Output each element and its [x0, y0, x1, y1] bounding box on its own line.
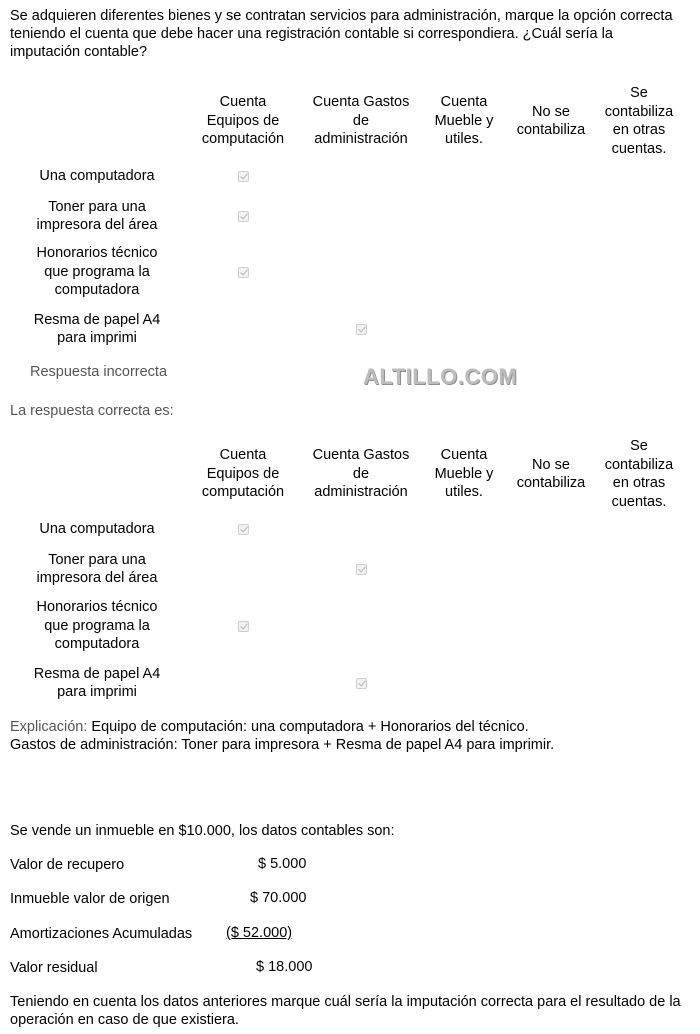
- column-header: Mueble y: [434, 465, 494, 482]
- question-1-text: Se adquieren diferentes bienes y se contratan servicios para administración, marque la opción correcta teniendo el cuenta que debe hacer una registración contable si correspondiera. ¿Cuál sería la imputación contable?: [10, 8, 673, 60]
- row-label: impresora del área: [36, 570, 158, 586]
- column-header: No se: [532, 456, 570, 473]
- column-header: Cuenta: [440, 447, 488, 464]
- column-header: cuentas.: [611, 140, 667, 157]
- column-header: de: [352, 112, 370, 129]
- question-2-closing: Teniendo en cuenta los datos anteriores marque cuál sería la imputación correcta para el resultado de la operación en caso de que existiera.: [10, 994, 681, 1028]
- watermark: ALTILLO.COM: [363, 364, 518, 389]
- row-label: Una computadora: [39, 520, 155, 537]
- item-value: $ 18.000: [256, 959, 313, 975]
- column-header: contabiliza: [604, 103, 674, 120]
- column-header: de: [352, 465, 370, 482]
- item-value-text: ($ 52.000): [226, 925, 293, 941]
- column-header: utiles.: [445, 484, 483, 501]
- column-header: contabiliza: [604, 456, 674, 473]
- question-2-intro: Se vende un inmueble en $10.000, los datos contables son:: [10, 823, 395, 839]
- column-header: contabiliza: [516, 122, 586, 138]
- row-label: para imprimi: [57, 330, 137, 346]
- checkbox-icon: [238, 267, 249, 278]
- column-header: Cuenta: [440, 94, 488, 111]
- column-header: Se: [630, 438, 648, 454]
- row-label: computadora: [54, 282, 140, 299]
- row-label: impresora del área: [36, 217, 158, 233]
- row-label: que programa la: [44, 617, 150, 634]
- item-label: Inmueble valor de origen: [10, 891, 170, 907]
- column-header: Equipos de: [206, 465, 280, 482]
- column-header: Cuenta: [219, 447, 267, 464]
- row-label: Toner para una: [48, 551, 146, 568]
- checkbox-icon: [356, 324, 367, 335]
- checkbox-icon: [356, 678, 367, 689]
- row-label: que programa la: [44, 263, 150, 280]
- correct-answer-intro: La respuesta correcta es:: [10, 403, 174, 419]
- explanation-line-1: Equipo de computación: una computadora + Honorarios del técnico.: [87, 719, 529, 735]
- column-header: computación: [201, 484, 285, 501]
- item-value: $ 70.000: [250, 890, 307, 906]
- column-header: Equipos de: [206, 112, 280, 129]
- item-label: Amortizaciones Acumuladas: [10, 926, 193, 942]
- row-label: Honorarios técnico: [36, 599, 158, 616]
- item-label: Valor de recupero: [10, 857, 125, 873]
- row-label: computadora: [54, 636, 140, 653]
- column-header: administración: [314, 484, 408, 501]
- item-label: Valor residual: [10, 960, 98, 976]
- column-header: Cuenta Gastos: [312, 447, 410, 464]
- explanation-label: Explicación:: [10, 719, 88, 735]
- column-header: cuentas.: [611, 493, 667, 510]
- column-header: Se: [630, 85, 648, 101]
- checkbox-icon: [238, 524, 249, 535]
- row-label: Resma de papel A4: [33, 665, 161, 682]
- column-header: computación: [201, 131, 285, 148]
- column-header: contabiliza: [516, 475, 586, 491]
- explanation-line-2: Gastos de administración: Toner para impresora + Resma de papel A4 para imprimir.: [10, 737, 555, 753]
- row-label: Toner para una: [48, 198, 146, 215]
- column-header: utiles.: [445, 131, 483, 148]
- column-header: administración: [314, 131, 408, 148]
- column-header: Mueble y: [434, 112, 494, 129]
- item-value: [226, 925, 292, 941]
- item-value: $ 5.000: [258, 856, 307, 872]
- checkbox-icon: [238, 211, 249, 222]
- column-header: en otras: [612, 475, 666, 491]
- column-header: en otras: [612, 122, 666, 138]
- row-label: Una computadora: [39, 167, 155, 184]
- explanation: [10, 718, 529, 736]
- row-label: Resma de papel A4: [33, 311, 161, 328]
- column-header: Cuenta Gastos: [312, 94, 410, 111]
- row-label: para imprimi: [57, 684, 137, 700]
- row-label: Honorarios técnico: [36, 245, 158, 262]
- column-header: No se: [532, 103, 570, 120]
- checkbox-icon: [238, 171, 249, 182]
- column-header: Cuenta: [219, 94, 267, 111]
- checkbox-icon: [238, 621, 249, 632]
- checkbox-icon: [356, 564, 367, 575]
- feedback-text: Respuesta incorrecta: [30, 364, 168, 380]
